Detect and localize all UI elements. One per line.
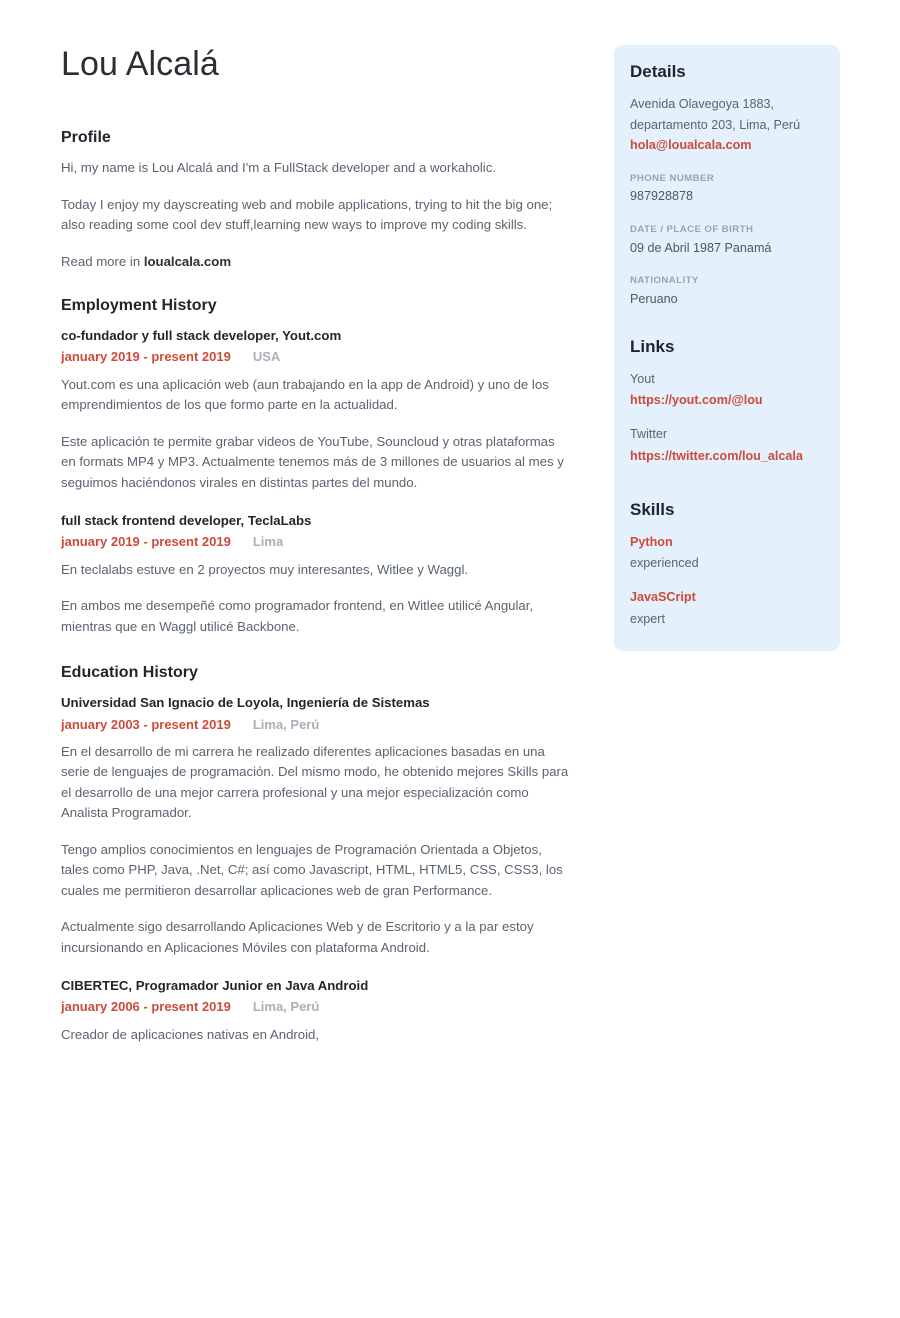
spacer: [630, 309, 824, 337]
details-email-link[interactable]: hola@loualcala.com: [630, 137, 752, 152]
employment-entry-title: co-fundador y full stack developer, Yout.com: [61, 328, 342, 344]
details-birth-label: DATE / PLACE OF BIRTH: [630, 224, 754, 236]
skill-item-level: experienced: [630, 556, 699, 571]
sidebar-section-skills: [630, 500, 824, 629]
employment-entry-paragraph-2: Este aplicación te permite grabar videos de YouTube, Souncloud y otras plataformas en formats MP4 y MP3. Actualmente tenemos más de 3 millones de usuarios al mes y seguimos haciéndonos virales en distintas partes del mundo.: [61, 433, 564, 490]
details-phone-value: 987928878: [630, 189, 694, 204]
section-heading-education: Education History: [61, 664, 198, 682]
education-entry-body: [61, 1025, 569, 1045]
employment-entry-date: january 2019 - present 2019: [61, 534, 231, 550]
skill-item-level: expert: [630, 611, 666, 626]
link-item-url[interactable]: https://yout.com/@lou: [630, 393, 763, 408]
link-item-name: Twitter: [630, 427, 668, 442]
employment-entry-location: Lima: [252, 534, 284, 550]
profile-read-more: [61, 252, 569, 272]
employment-entry-paragraph-2: En ambos me desempeñé como programador frontend, en Witlee utilicé Angular, mientras que en Waggl utilicé Backbone.: [61, 598, 534, 634]
profile-paragraph-1: Hi, my name is Lou Alcalá and I'm a FullStack developer and a workaholic.: [61, 160, 496, 176]
education-entry-date: january 2003 - present 2019: [61, 716, 231, 732]
education-entry: [61, 976, 569, 1045]
employment-entry-paragraph-1: En teclalabs estuve en 2 proyectos muy interesantes, Witlee y Waggl.: [61, 561, 469, 577]
link-item: [630, 424, 824, 465]
section-heading-profile: Profile: [61, 129, 111, 147]
skill-item-name: JavaSCript: [630, 590, 696, 605]
sidebar-section-links: [630, 337, 824, 466]
section-education-history: [61, 663, 569, 1045]
page-title: Lou Alcalá: [61, 45, 219, 83]
education-entry: [61, 693, 569, 958]
education-entry-paragraph-2: Tengo amplios conocimientos en lenguajes de Programación Orientada a Objetos, tales como PHP, Java, .Net, C#; así como Javascript, HTML, HTML5, CSS, CSS3, los cuales me permitieron desarrollar aplicaciones web de gran Performance.: [61, 841, 563, 898]
spacer: [61, 637, 569, 663]
education-entry-paragraph-1: En el desarrollo de mi carrera he realizado diferentes aplicaciones basadas en una serie de lenguajes de programación. Del mismo modo, he obtenido mejores Skills para el desarrollo de una mejor carrera profesional y una mejor especialización como Analista Programador.: [61, 744, 569, 821]
sidebar-heading-skills: Skills: [630, 499, 675, 519]
details-address-line-1: Avenida Olavegoya 1883,: [630, 97, 775, 112]
education-entry-body: [61, 742, 569, 958]
employment-entry: [61, 511, 569, 637]
education-entry-date: january 2006 - present 2019: [61, 999, 231, 1015]
sidebar-heading-details: Details: [630, 62, 686, 81]
section-profile: [61, 128, 569, 272]
employment-entry-meta: [61, 347, 569, 367]
employment-entry-location: USA: [252, 349, 281, 365]
link-item-name: Yout: [630, 372, 655, 387]
section-employment-history: [61, 296, 569, 637]
details-phone-label: PHONE NUMBER: [630, 172, 715, 184]
spacer: [630, 466, 824, 500]
spacer: [61, 272, 569, 296]
education-entry-paragraph-3: Actualmente sigo desarrollando Aplicaciones Web y de Escritorio y a la par estoy incursionando en Aplicaciones Móviles con plataforma Android.: [61, 919, 534, 955]
spacer: [630, 257, 824, 274]
employment-entry-meta: [61, 532, 569, 552]
education-entry-location: Lima, Perú: [252, 716, 320, 732]
skill-item: [630, 587, 824, 628]
employment-entry-body: [61, 560, 569, 637]
employment-entry-paragraph-1: Yout.com es una aplicación web (aun trabajando en la app de Android) y uno de los emprendimientos de los que formo parte en la actualidad.: [61, 376, 549, 413]
education-entry-location: Lima, Perú: [252, 999, 320, 1015]
spacer: [630, 155, 824, 172]
education-entry-title: Universidad San Ignacio de Loyola, Ingeniería de Sistemas: [61, 695, 430, 711]
spacer: [630, 410, 824, 424]
sidebar-section-details: [630, 62, 824, 309]
link-item-url[interactable]: https://twitter.com/lou_alcala: [630, 448, 803, 463]
skill-item: [630, 532, 824, 573]
spacer: [630, 206, 824, 223]
details-nationality-label: NATIONALITY: [630, 275, 699, 287]
sidebar-panel: [614, 45, 840, 651]
section-heading-employment: Employment History: [61, 297, 217, 315]
education-entry-meta: [61, 715, 569, 735]
employment-entry-body: [61, 375, 569, 493]
details-birth-value: 09 de Abril 1987 Panamá: [630, 240, 772, 255]
read-more-website: loualcala.com: [143, 253, 232, 269]
details-nationality-value: Peruano: [630, 291, 678, 306]
education-entry-meta: [61, 997, 569, 1017]
main-content-column: [61, 45, 569, 1045]
skill-item-name: Python: [630, 535, 673, 550]
education-entry-title: CIBERTEC, Programador Junior en Java Android: [61, 978, 369, 994]
sidebar-heading-links: Links: [630, 336, 675, 356]
employment-entry-title: full stack frontend developer, TeclaLabs: [61, 513, 312, 529]
education-entry-paragraph-1: Creador de aplicaciones nativas en Android,: [61, 1026, 320, 1042]
read-more-prefix: Read more in: [61, 253, 144, 269]
employment-entry: [61, 326, 569, 493]
employment-entry-date: january 2019 - present 2019: [61, 349, 231, 365]
profile-paragraph-2: Today I enjoy my dayscreating web and mobile applications, trying to hit the big one; also reading some cool dev stuff,learning new ways to improve my coding skills.: [61, 196, 553, 233]
spacer: [630, 573, 824, 587]
link-item: [630, 369, 824, 410]
details-address-line-2: departamento 203, Lima, Perú: [630, 117, 801, 132]
